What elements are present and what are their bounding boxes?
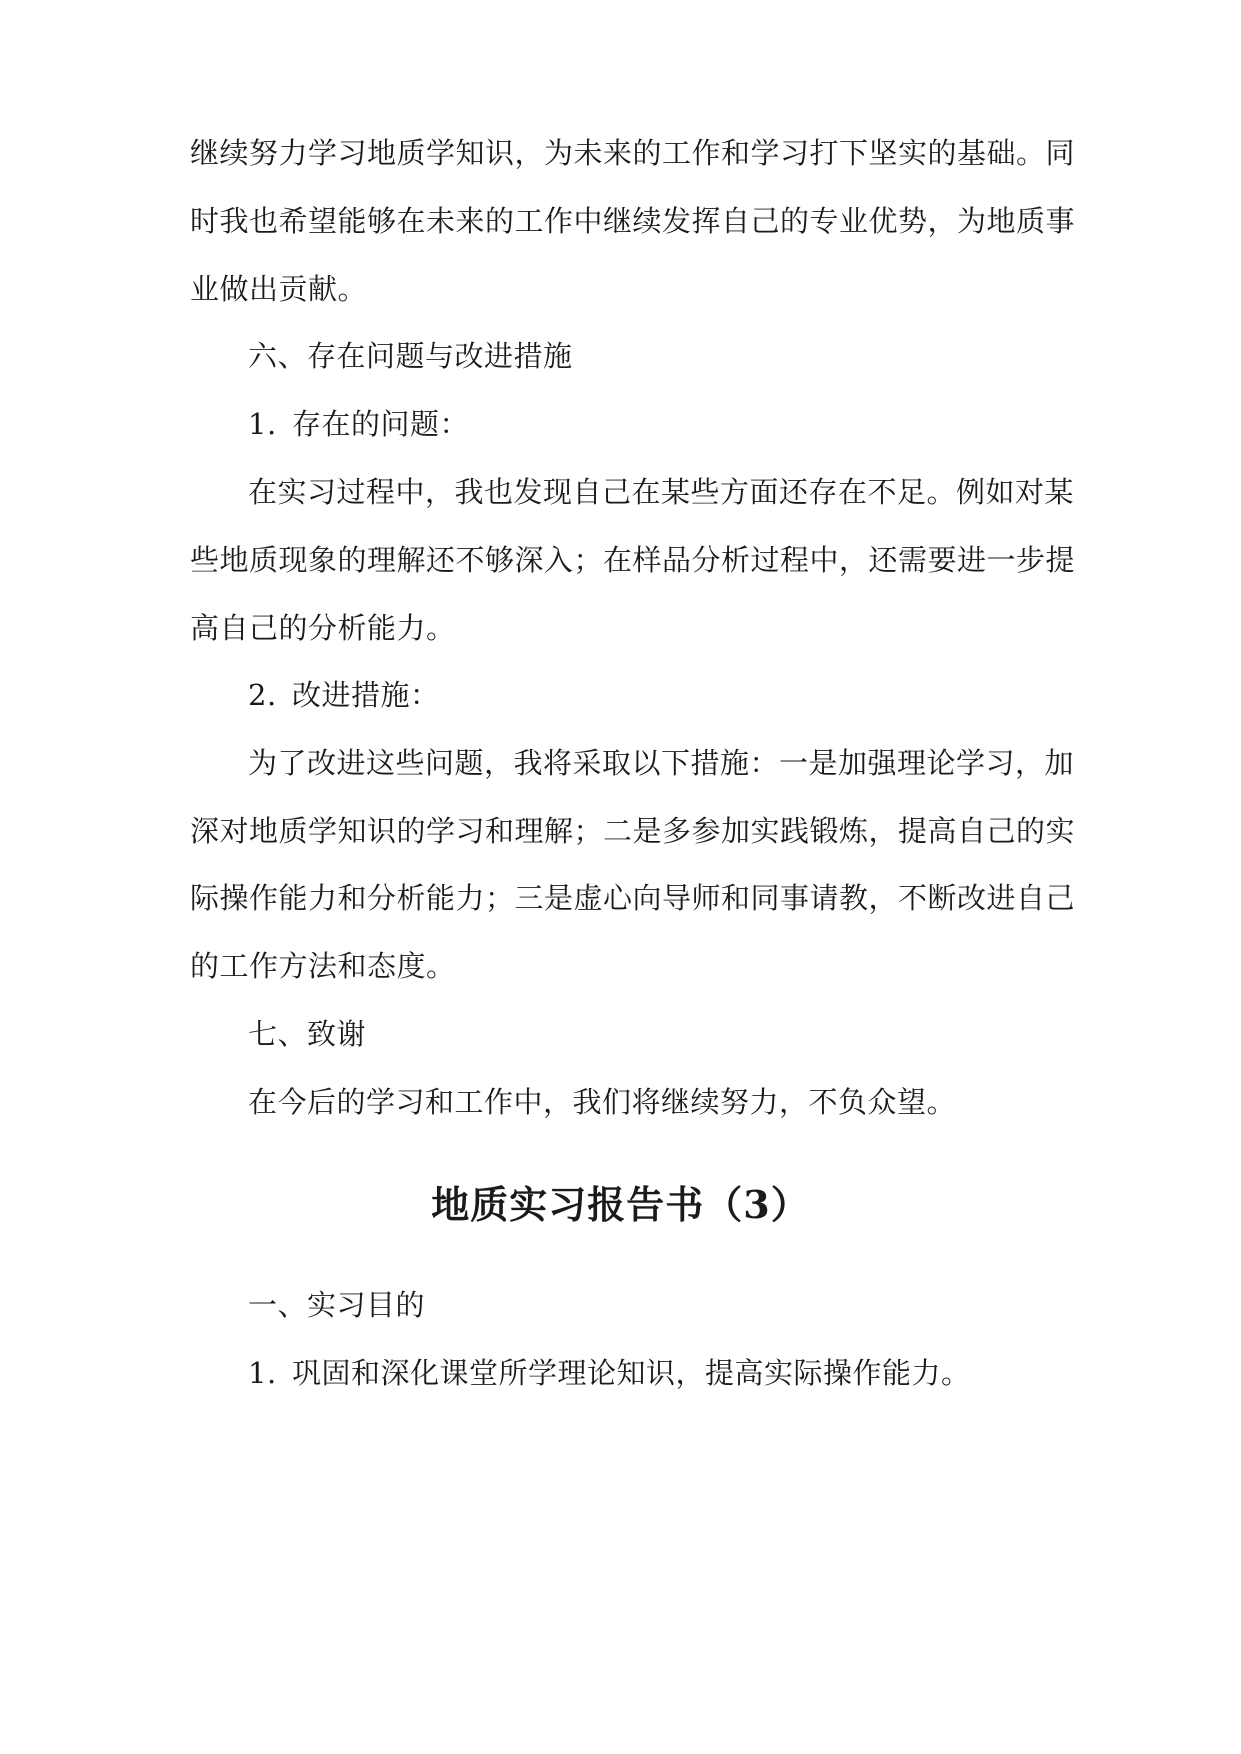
- paragraph-line: 继续努力学习地质学知识，为未来的工作和学习打下坚实的基础。同: [190, 136, 1076, 170]
- paragraph-line: 际操作能力和分析能力；三是虚心向导师和同事请教，不断改进自己: [190, 881, 1076, 915]
- section-heading: 一、实习目的: [248, 1288, 426, 1322]
- list-item-label: 巩固和深化课堂所学理论知识，提高实际操作能力。: [292, 1356, 971, 1390]
- paragraph-line: 高自己的分析能力。: [190, 611, 456, 645]
- paragraph-line: 的工作方法和态度。: [190, 949, 456, 983]
- list-item-label: 存在的问题：: [292, 407, 470, 441]
- list-item-number: 1.: [248, 407, 277, 441]
- list-item: [248, 1353, 1118, 1393]
- paragraph-line: 深对地质学知识的学习和理解；二是多参加实践锻炼，提高自己的实: [190, 814, 1076, 848]
- section-heading: 六、存在问题与改进措施: [248, 339, 573, 373]
- list-item-label: 改进措施：: [292, 678, 440, 712]
- list-item: [248, 404, 1118, 444]
- list-item-number: 2.: [248, 678, 277, 712]
- paragraph-line: 业做出贡献。: [190, 272, 368, 306]
- paragraph-line: 在实习过程中，我也发现自己在某些方面还存在不足。例如对某: [248, 475, 1075, 509]
- paragraph-line: 些地质现象的理解还不够深入；在样品分析过程中，还需要进一步提: [190, 543, 1076, 577]
- list-item-number: 1.: [248, 1356, 277, 1390]
- list-item: [248, 675, 1118, 715]
- paragraph-line: 时我也希望能够在未来的工作中继续发挥自己的专业优势，为地质事: [190, 204, 1076, 238]
- paragraph-line: 在今后的学习和工作中，我们将继续努力，不负众望。: [248, 1085, 957, 1119]
- document-title: 地质实习报告书（3）: [431, 1182, 810, 1227]
- section-heading: 七、致谢: [248, 1017, 367, 1051]
- paragraph-line: 为了改进这些问题，我将采取以下措施：一是加强理论学习，加: [248, 746, 1075, 780]
